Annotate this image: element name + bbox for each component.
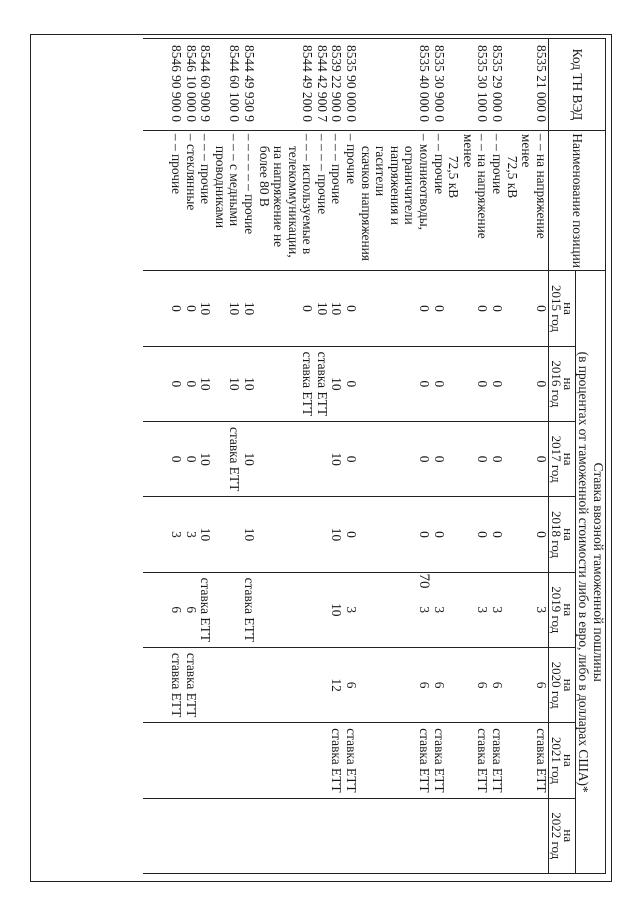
rate-cell-2017: 10 bbox=[241, 421, 256, 496]
row-name-line: – – – с медными bbox=[227, 133, 243, 227]
rate-cell-2015: 0 bbox=[358, 271, 431, 346]
header-year-line: на bbox=[560, 754, 576, 767]
rate-cell-2018: 0 bbox=[344, 497, 359, 572]
table-body bbox=[143, 39, 548, 874]
rate-cell-2016: 10 bbox=[329, 346, 344, 421]
tariff-table bbox=[143, 38, 606, 874]
rate-cell-2019: ставка ЕТТ bbox=[241, 572, 256, 647]
row-name bbox=[198, 130, 213, 270]
rate-cell-2019 bbox=[212, 572, 241, 647]
rate-cell-2018 bbox=[256, 497, 314, 572]
rate-cell-2021 bbox=[212, 723, 241, 798]
header-rate-subtitle: (в процентах от таможенной стоимости либо в евро, либо в долларах США)* bbox=[576, 351, 592, 793]
rate-cell-2015: 0 bbox=[344, 271, 359, 346]
rate-cell-2018: 3 bbox=[143, 497, 183, 572]
rate-cell-2015: 10 bbox=[314, 271, 329, 346]
row-code: 8535 90 000 0 bbox=[344, 39, 359, 131]
header-rate bbox=[575, 271, 605, 874]
rate-cell-2022 bbox=[314, 798, 329, 873]
row-code: 8535 21 000 0 bbox=[504, 39, 548, 131]
rate-cell-2016: 0 bbox=[358, 346, 431, 421]
row-name bbox=[431, 130, 446, 270]
rate-cell-2022 bbox=[446, 798, 490, 873]
row-code: 8544 60 100 0 bbox=[212, 39, 241, 131]
row-code: 8544 49 930 9 bbox=[241, 39, 256, 131]
row-name bbox=[241, 130, 256, 270]
header-year-2 bbox=[548, 421, 575, 496]
rotated-page bbox=[30, 34, 612, 882]
rate-cell-2020 bbox=[198, 647, 213, 722]
header-year-5 bbox=[548, 647, 575, 722]
row-name-line: – стеклянные bbox=[183, 133, 199, 211]
row-name bbox=[212, 130, 241, 270]
header-year-line: 2020 год bbox=[548, 661, 564, 709]
rate-cell-2019: 3 bbox=[431, 572, 446, 647]
row-name bbox=[489, 130, 504, 270]
rate-cell-2015: 0 bbox=[446, 271, 490, 346]
header-rate-title: Ставка ввозной таможенной пошлины bbox=[591, 462, 606, 682]
header-year-4 bbox=[548, 572, 575, 647]
rate-cell-2018 bbox=[314, 497, 329, 572]
header-year-line: на bbox=[560, 603, 576, 617]
rate-cell-2015: 10 bbox=[212, 271, 241, 346]
rate-cell-2016: 10 bbox=[212, 346, 241, 421]
header-year-line: на bbox=[560, 678, 576, 692]
rate-cell-2015: 10 bbox=[329, 271, 344, 346]
row-code: 8535 40 000 0 bbox=[358, 39, 431, 131]
table-row bbox=[344, 39, 359, 874]
header-year-line: на bbox=[560, 829, 576, 843]
rate-cell-2020 bbox=[241, 647, 256, 722]
rate-cell-2020: 6 bbox=[489, 647, 504, 722]
rate-cell-2015: 0 bbox=[143, 271, 183, 346]
rate-cell-2016: 0 bbox=[431, 346, 446, 421]
rate-cell-2017: 0 bbox=[489, 421, 504, 496]
row-code: 8535 30 900 0 bbox=[431, 39, 446, 131]
rate-cell-2018: 0 bbox=[504, 497, 548, 572]
page-number: 70 bbox=[416, 573, 432, 589]
rate-cell-2017: 0 bbox=[183, 421, 198, 496]
rate-cell-2020: ставка ЕТТ bbox=[143, 647, 183, 722]
row-name-line: 72,5 кВ bbox=[446, 155, 462, 199]
rate-cell-2021 bbox=[183, 723, 198, 798]
row-name-line: – – – – – – прочие bbox=[241, 133, 257, 235]
row-name-line: – – прочие bbox=[490, 133, 506, 195]
rate-cell-2016: 0 bbox=[143, 346, 183, 421]
row-name-line: – – – прочие bbox=[329, 133, 345, 205]
row-name bbox=[143, 130, 183, 270]
table-row bbox=[256, 39, 314, 874]
header-code: Код ТН ВЭД bbox=[548, 39, 605, 131]
rate-cell-2018: 3 bbox=[183, 497, 198, 572]
header-year-1 bbox=[548, 346, 575, 421]
row-name bbox=[314, 130, 329, 270]
row-code: 8535 29 000 0 bbox=[489, 39, 504, 131]
header-year-3 bbox=[548, 497, 575, 572]
header-year-line: 2017 год bbox=[548, 435, 564, 483]
header-year-line: 2019 год bbox=[548, 586, 564, 634]
rate-cell-2015: 10 bbox=[198, 271, 213, 346]
rate-cell-2022 bbox=[344, 798, 359, 873]
header-year-line: 2021 год bbox=[548, 736, 564, 784]
rate-cell-2018: 10 bbox=[198, 497, 213, 572]
rate-cell-2022 bbox=[143, 798, 183, 873]
rate-cell-2017: 0 bbox=[504, 421, 548, 496]
rate-cell-2022 bbox=[489, 798, 504, 873]
table-row bbox=[143, 39, 183, 874]
row-name-line: ограничители bbox=[402, 145, 418, 225]
rate-cell-2021: ставка ЕТТ bbox=[344, 723, 359, 798]
rate-cell-2015: 0 bbox=[431, 271, 446, 346]
rate-cell-2019 bbox=[256, 572, 314, 647]
rate-cell-2019: 3 bbox=[358, 572, 431, 647]
table-row bbox=[198, 39, 213, 874]
row-code: 8544 49 200 0 bbox=[256, 39, 314, 131]
row-name-line: на напряжение не bbox=[271, 145, 287, 248]
row-name bbox=[504, 130, 548, 270]
rate-cell-2015: 10 bbox=[241, 271, 256, 346]
row-name-line: – – – используемые в bbox=[300, 133, 316, 255]
row-code: 8546 90 900 0 bbox=[143, 39, 183, 131]
rate-cell-2015: 0 bbox=[183, 271, 198, 346]
rate-cell-2018: 10 bbox=[241, 497, 256, 572]
header-year-line: на bbox=[560, 302, 576, 315]
rate-cell-2016: 0 bbox=[344, 346, 359, 421]
row-name bbox=[358, 130, 431, 270]
rate-cell-2020: ставка ЕТТ bbox=[183, 647, 198, 722]
rate-cell-2021 bbox=[314, 723, 329, 798]
header-year-line: 2018 год bbox=[548, 510, 564, 558]
rate-cell-2016: 10 bbox=[198, 346, 213, 421]
row-name-line: – – – – прочие bbox=[314, 133, 330, 215]
header-name: Наименование позиции bbox=[548, 130, 605, 270]
row-name-line: телекоммуникации, bbox=[285, 145, 301, 258]
rate-cell-2017 bbox=[314, 421, 329, 496]
row-code: 8544 60 900 9 bbox=[198, 39, 213, 131]
rate-cell-2022 bbox=[358, 798, 431, 873]
rate-cell-2017 bbox=[256, 421, 314, 496]
table-row bbox=[431, 39, 446, 874]
rate-cell-2018: 10 bbox=[329, 497, 344, 572]
header-year-line: 2022 год bbox=[548, 812, 564, 860]
header-year-line: на bbox=[560, 377, 576, 391]
rate-cell-2016: ставка ЕТТ bbox=[314, 346, 329, 421]
header-year-line: 2015 год bbox=[548, 285, 564, 333]
header-year-6 bbox=[548, 723, 575, 798]
rate-cell-2019: 3 bbox=[489, 572, 504, 647]
rate-cell-2017: 0 bbox=[431, 421, 446, 496]
header-year-line: 2016 год bbox=[548, 360, 564, 408]
rate-cell-2017: 0 bbox=[143, 421, 183, 496]
rate-cell-2022 bbox=[329, 798, 344, 873]
header-year-line: на bbox=[560, 452, 576, 466]
rate-cell-2021: ставка ЕТТ bbox=[431, 723, 446, 798]
rate-cell-2021 bbox=[143, 723, 183, 798]
row-name-line: скачков напряжения bbox=[358, 145, 374, 261]
rate-cell-2020: 6 bbox=[504, 647, 548, 722]
row-name-line: – – прочие bbox=[431, 133, 447, 195]
rate-cell-2016: 0 bbox=[504, 346, 548, 421]
row-name bbox=[183, 130, 198, 270]
table-row bbox=[314, 39, 329, 874]
rate-cell-2017: 10 bbox=[329, 421, 344, 496]
rate-cell-2021: ставка ЕТТ bbox=[489, 723, 504, 798]
rate-cell-2016: ставка ЕТТ bbox=[256, 346, 314, 421]
rate-cell-2018: 0 bbox=[358, 497, 431, 572]
rate-cell-2015: 0 bbox=[256, 271, 314, 346]
rate-cell-2020: 6 bbox=[431, 647, 446, 722]
row-name-line: 72,5 кВ bbox=[504, 155, 520, 199]
rate-cell-2019: ставка ЕТТ bbox=[198, 572, 213, 647]
rate-cell-2018 bbox=[212, 497, 241, 572]
rate-cell-2021: ставка ЕТТ bbox=[446, 723, 490, 798]
rate-cell-2018: 0 bbox=[431, 497, 446, 572]
table-row bbox=[358, 39, 431, 874]
row-name-line: напряжения и гасители bbox=[373, 145, 403, 225]
rate-cell-2018: 0 bbox=[446, 497, 490, 572]
rate-cell-2017: ставка ЕТТ bbox=[212, 421, 241, 496]
rate-cell-2017: 0 bbox=[358, 421, 431, 496]
rate-cell-2020 bbox=[256, 647, 314, 722]
row-code: 8535 30 100 0 bbox=[446, 39, 490, 131]
rate-cell-2022 bbox=[198, 798, 213, 873]
row-name-line: – – прочие bbox=[168, 133, 184, 195]
table-header bbox=[548, 39, 605, 874]
rate-cell-2016: 0 bbox=[446, 346, 490, 421]
rate-cell-2021 bbox=[256, 723, 314, 798]
rate-cell-2022 bbox=[241, 798, 256, 873]
rate-cell-2018: 0 bbox=[489, 497, 504, 572]
rate-cell-2016: 0 bbox=[489, 346, 504, 421]
row-name-line: – прочие bbox=[344, 133, 360, 185]
row-name-line: – – на напряжение менее bbox=[519, 133, 549, 239]
rate-cell-2019: 3 bbox=[504, 572, 548, 647]
rate-cell-2019: 3 bbox=[446, 572, 490, 647]
rate-cell-2021: ставка ЕТТ bbox=[358, 723, 431, 798]
row-name bbox=[446, 130, 490, 270]
rate-cell-2020: 12 bbox=[329, 647, 344, 722]
rate-cell-2022 bbox=[212, 798, 241, 873]
rate-cell-2017: 0 bbox=[446, 421, 490, 496]
rate-cell-2021 bbox=[198, 723, 213, 798]
row-name-line: проводниками bbox=[212, 145, 228, 229]
rate-cell-2016: 10 bbox=[241, 346, 256, 421]
rate-cell-2021: ставка ЕТТ bbox=[504, 723, 548, 798]
rate-cell-2019: 3 bbox=[344, 572, 359, 647]
header-year-line: на bbox=[560, 528, 576, 541]
rate-cell-2019: 6 bbox=[183, 572, 198, 647]
row-name-line: – – – прочие bbox=[198, 133, 214, 205]
rate-cell-2022 bbox=[431, 798, 446, 873]
rate-cell-2019: 6 bbox=[143, 572, 183, 647]
table-row bbox=[504, 39, 548, 874]
row-name-line: – молниеотводы, bbox=[417, 133, 433, 230]
rate-cell-2020 bbox=[212, 647, 241, 722]
rate-cell-2022 bbox=[504, 798, 548, 873]
rate-cell-2022 bbox=[256, 798, 314, 873]
row-name bbox=[344, 130, 359, 270]
rate-cell-2017: 0 bbox=[344, 421, 359, 496]
row-name-line: более 80 В bbox=[256, 145, 272, 207]
table-row bbox=[241, 39, 256, 874]
row-name-line: – – на напряжение менее bbox=[460, 133, 491, 239]
row-code: 8539 22 900 0 bbox=[329, 39, 344, 131]
table-row bbox=[212, 39, 241, 874]
table-row bbox=[329, 39, 344, 874]
table-row bbox=[446, 39, 490, 874]
rate-cell-2021 bbox=[241, 723, 256, 798]
rate-cell-2022 bbox=[183, 798, 198, 873]
rate-cell-2016: 0 bbox=[183, 346, 198, 421]
rate-cell-2021: ставка ЕТТ bbox=[329, 723, 344, 798]
rate-cell-2015: 0 bbox=[489, 271, 504, 346]
rate-cell-2020 bbox=[314, 647, 329, 722]
rate-cell-2020: 6 bbox=[358, 647, 431, 722]
row-code: 8544 42 900 7 bbox=[314, 39, 329, 131]
rate-cell-2020: 6 bbox=[344, 647, 359, 722]
table-row bbox=[489, 39, 504, 874]
row-code: 8546 10 000 0 bbox=[183, 39, 198, 131]
rate-cell-2019 bbox=[314, 572, 329, 647]
rate-cell-2017: 10 bbox=[198, 421, 213, 496]
header-year-0 bbox=[548, 271, 575, 346]
table-row bbox=[183, 39, 198, 874]
row-name bbox=[256, 130, 314, 270]
rate-cell-2020: 6 bbox=[446, 647, 490, 722]
header-year-7 bbox=[548, 798, 575, 873]
row-name bbox=[329, 130, 344, 270]
rate-cell-2019: 10 bbox=[329, 572, 344, 647]
rate-cell-2015: 0 bbox=[504, 271, 548, 346]
